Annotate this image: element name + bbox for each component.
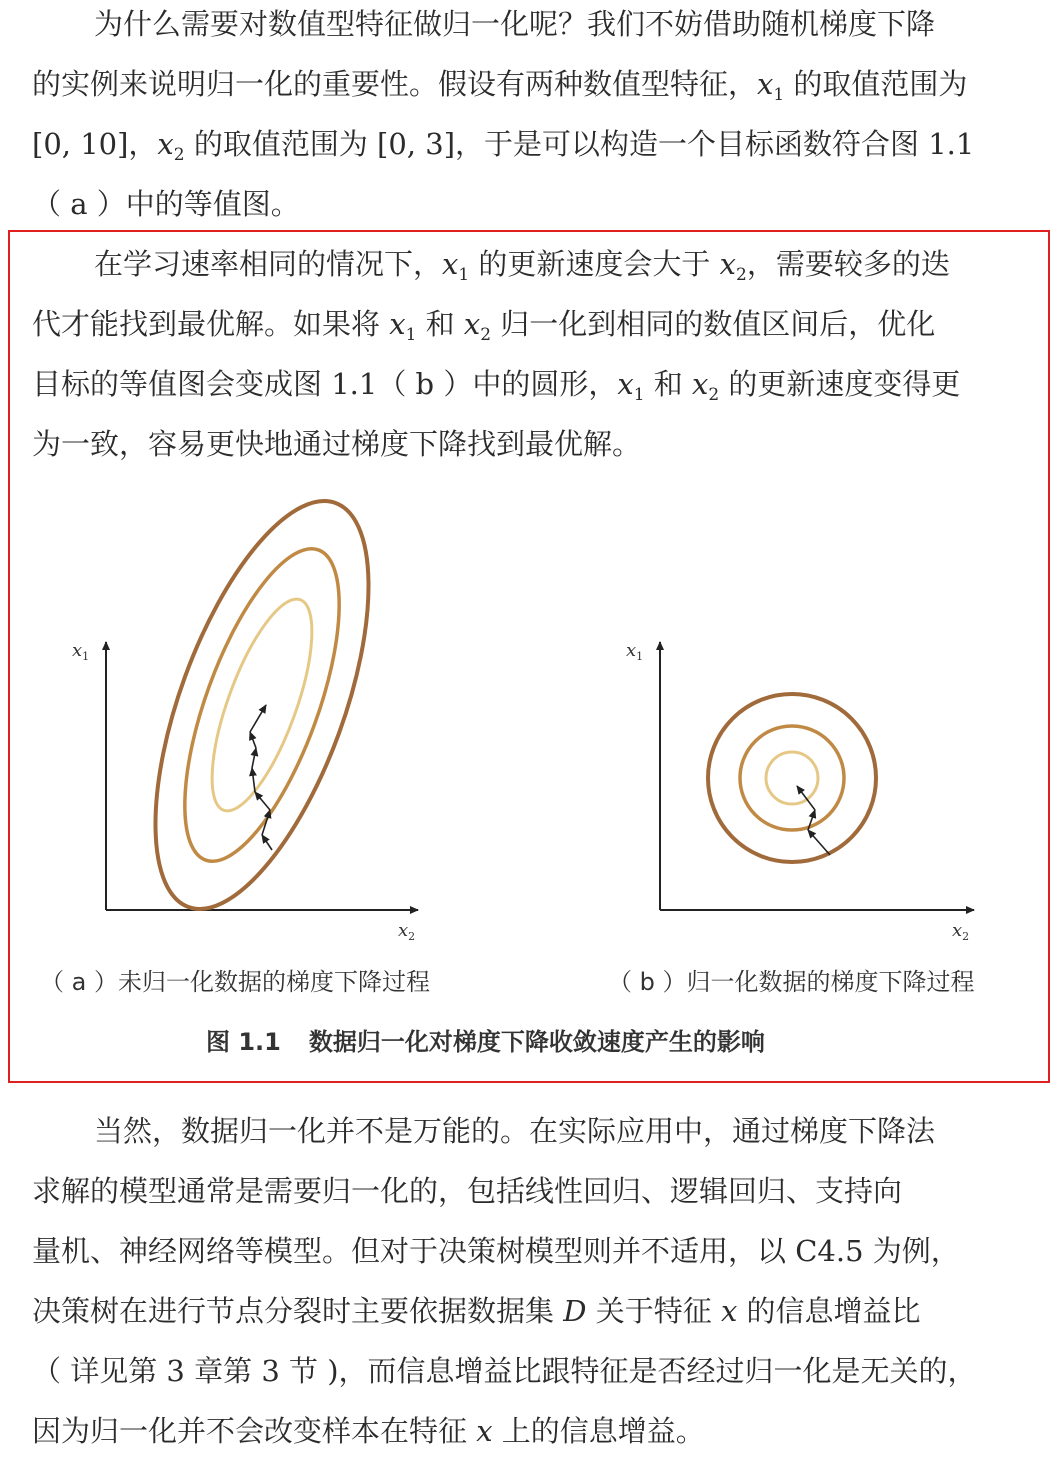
- math-sub: 1: [773, 85, 785, 105]
- text-line: [32, 54, 1017, 114]
- text-line: [32, 174, 1017, 234]
- math-var: x: [157, 127, 174, 161]
- text-run: 量机、神经网络等模型。但对于决策树模型则并不适用，以 C4.5 为例，: [32, 1234, 960, 1268]
- text-line: [32, 1281, 1017, 1341]
- math-var: x: [476, 1414, 493, 1448]
- math-sub: 1: [633, 385, 645, 405]
- contour-inner-a: [192, 588, 333, 822]
- x-axis-label-a: $x_2$: [398, 920, 416, 943]
- contour-outer-a: [111, 475, 412, 935]
- text-line: [32, 354, 1017, 414]
- figure-contour-plots: [0, 470, 1064, 960]
- text-line: [32, 414, 1017, 474]
- text-run: （ a ）中的等值图。: [32, 187, 300, 221]
- math-sub: 1: [405, 325, 417, 345]
- paragraph-highlighted: [32, 234, 1017, 474]
- panel-b: [626, 640, 974, 943]
- text-line: [32, 114, 1017, 174]
- math-sub: 2: [480, 325, 492, 345]
- text-run: 的信息增益比: [737, 1294, 921, 1328]
- text-run: 上的信息增益。: [492, 1414, 705, 1448]
- contour-middle-b: [740, 726, 844, 830]
- y-axis-label-a: $x_1$: [72, 640, 90, 663]
- text-run: 决策树在进行节点分裂时主要依据数据集: [32, 1294, 564, 1328]
- text-line: [32, 1101, 1017, 1161]
- figure-number: 图 1.1: [206, 1028, 281, 1056]
- text-line: [32, 1401, 1017, 1461]
- contour-inner-b: [766, 752, 818, 804]
- math-var: x: [617, 367, 634, 401]
- math-sub: 1: [458, 265, 470, 285]
- text-line: [32, 234, 1017, 294]
- gradient-path-b: [797, 786, 830, 855]
- text-run: 因为归一化并不会改变样本在特征: [32, 1414, 477, 1448]
- x-axis-label-b: $x_2$: [952, 920, 970, 943]
- text-line: [32, 0, 1017, 54]
- contour-outer-b: [708, 694, 876, 862]
- paragraph-conclusion: [32, 1101, 1017, 1461]
- contour-middle-a: [153, 531, 371, 879]
- text-run: [0, 10]，: [32, 127, 158, 161]
- figure-title: 数据归一化对梯度下降收敛速度产生的影响: [308, 1028, 765, 1056]
- text-run: 关于特征: [586, 1294, 721, 1328]
- text-run: 为一致，容易更快地通过梯度下降找到最优解。: [32, 427, 642, 461]
- figure-caption-a: （ a ）未归一化数据的梯度下降过程: [40, 968, 430, 996]
- text-run: 目标的等值图会变成图 1.1（ b ）中的圆形，: [32, 367, 618, 401]
- math-var: x: [720, 1294, 738, 1328]
- text-run: 的取值范围为 [0, 3]，于是可以构造一个目标函数符合图 1.1: [184, 127, 975, 161]
- text-run: 的更新速度会大于: [469, 247, 720, 281]
- math-var: x: [463, 307, 481, 341]
- math-var: x: [757, 67, 774, 101]
- text-run: 求解的模型通常是需要归一化的，包括线性回归、逻辑回归、支持向: [32, 1174, 903, 1208]
- text-run: 归一化到相同的数值区间后，优化: [491, 307, 936, 341]
- paragraph-intro: [32, 0, 1017, 234]
- text-run: 的更新速度变得更: [719, 367, 961, 401]
- text-line: [32, 1221, 1017, 1281]
- text-run: 的实例来说明归一化的重要性。假设有两种数值型特征，: [32, 67, 758, 101]
- figure-caption: [0, 1022, 1064, 1057]
- math-var: x: [442, 247, 459, 281]
- text-run: 当然，数据归一化并不是万能的。在实际应用中，通过梯度下降法: [94, 1114, 936, 1148]
- text-run: 和: [644, 367, 692, 401]
- text-run: 为什么需要对数值型特征做归一化呢？我们不妨借助随机梯度下降: [94, 7, 936, 41]
- text-run: 在学习速率相同的情况下，: [94, 247, 443, 281]
- y-axis-label-b: $x_1$: [626, 640, 644, 663]
- text-run: 和: [416, 307, 464, 341]
- math-var: x: [389, 307, 406, 341]
- text-line: [32, 1341, 1017, 1401]
- text-line: [32, 294, 1017, 354]
- math-var: x: [719, 247, 736, 281]
- text-run: （ 详见第 3 章第 3 节 )，而信息增益比跟特征是否经过归一化是无关的，: [32, 1354, 977, 1388]
- text-line: [32, 1161, 1017, 1221]
- math-sub: 2: [173, 145, 185, 165]
- text-run: 代才能找到最优解。如果将: [32, 307, 390, 341]
- text-run: ，需要较多的迭: [746, 247, 950, 281]
- text-run: 的取值范围为: [784, 67, 968, 101]
- math-sub: 2: [736, 265, 747, 285]
- math-var: D: [563, 1294, 587, 1328]
- math-var: x: [691, 367, 709, 401]
- figure-caption-b: （ b ）归一化数据的梯度下降过程: [608, 968, 975, 996]
- math-sub: 2: [708, 385, 720, 405]
- panel-a: [72, 475, 418, 943]
